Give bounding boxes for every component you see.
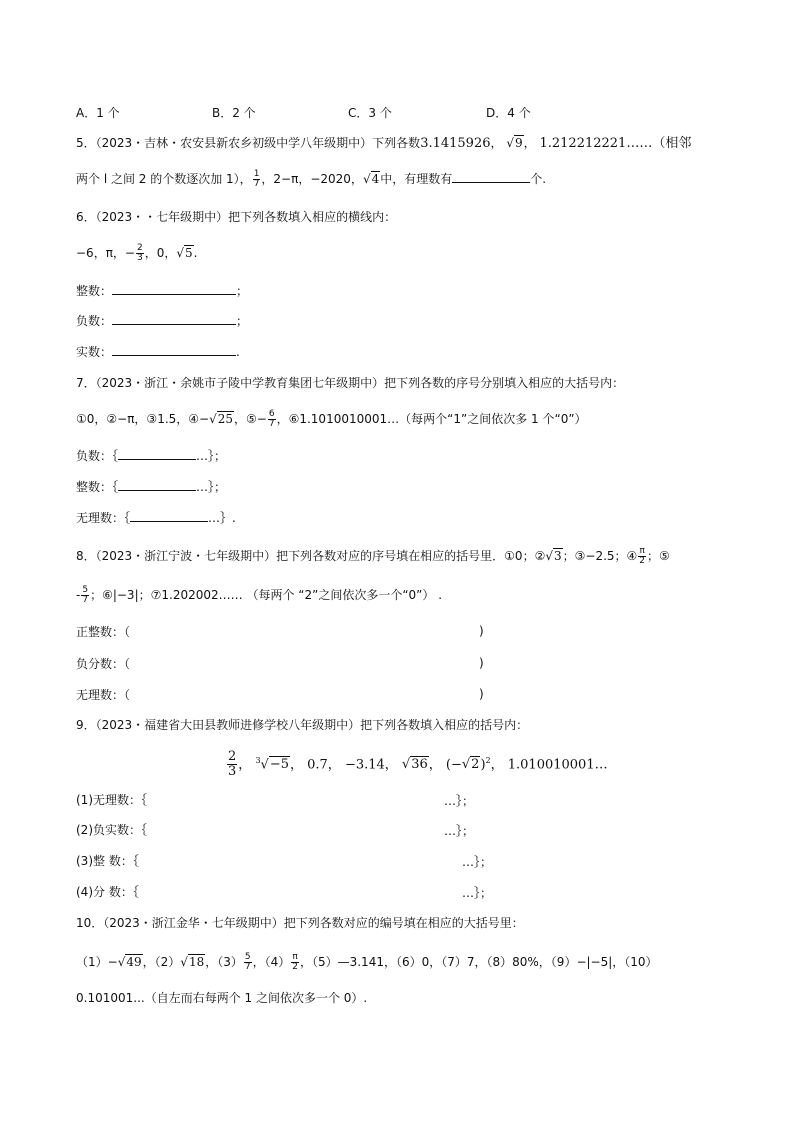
q8-close-1: ) [479, 624, 484, 638]
q5-sep: ， [490, 136, 503, 150]
q7-row-integer: 整数：｛ …｝； [76, 480, 227, 494]
q6-row-integer: 整数： ； [76, 284, 249, 298]
q10-title: 10．（2023・浙江金华・七年级期中）把下列各数对应的编号填在相应的大括号里： [76, 916, 524, 930]
q7-title: 7．（2023・浙江・余姚市子陵中学教育集团七年级期中）把下列各数的序号分别填入相应的大括号内： [76, 376, 625, 390]
option-c: C．3 个 [348, 106, 392, 120]
q7-blank-irrational[interactable] [130, 510, 208, 522]
q5-fraction: $\frac{1}{7}$ [253, 169, 260, 189]
q9-numbers: $\frac{2}{3}$ ， $^3$√−5， 0.7， −3.14， √36， $(-√2)^2$， 1.010010001… [228, 749, 608, 780]
q5-sqrt-9: √9 [506, 136, 523, 150]
q6-fraction: $\frac{2}{3}$ [136, 243, 143, 263]
q9-cube-root: $^3$√−5 [255, 756, 289, 773]
q5-end: 个. [530, 172, 547, 186]
q7-row-negative: 负数：｛ …｝； [76, 449, 227, 463]
q8-close-3: ) [479, 687, 484, 701]
q9-fraction: $\frac{2}{3}$ [228, 749, 237, 780]
q10-sqrt-18: √18 [180, 955, 205, 969]
q8-fraction-5-7: $\frac{5}{7}$ [82, 585, 89, 605]
q5-numbers-3: ，2−π，−2020， [261, 172, 363, 186]
q9-row-fraction: (4)分 数：｛ [76, 885, 139, 899]
q6-numbers: −6，π，− $\frac{2}{3}$ ，0，√5. [76, 243, 198, 263]
q10-line-2: 0.101001...（自左而右每两个 1 之间依次多一个 0）. [76, 991, 368, 1005]
q9-title: 9．（2023・福建省大田县教师进修学校八年级期中）把下列各数填入相应的括号内： [76, 718, 529, 732]
q5-suffix: 中，有理数有 [380, 172, 453, 186]
q9-square: 2 [485, 756, 491, 765]
q9-sqrt-36: √36 [401, 757, 428, 773]
q9-row-integer: (3)整 数：｛ [76, 854, 139, 868]
q7-fraction: $\frac{6}{7}$ [268, 409, 275, 429]
q6-blank-integer[interactable] [112, 283, 236, 295]
q7-row-irrational: 无理数：｛ …｝. [76, 511, 236, 525]
q5-answer-blank[interactable] [452, 171, 530, 183]
option-d: D．4 个 [486, 106, 531, 120]
q8-close-2: ) [479, 656, 484, 670]
q5-line-1: 5．（2023・吉林・农安县新农乡初级中学八年级期中）下列各数3.1415926， √9， 1.212212221……（相邻 [76, 136, 692, 151]
q7-sqrt-25: √25 [209, 412, 234, 426]
q5-line2-text: 两个 l 之间 2 的个数逐次加 1）， [76, 172, 252, 186]
q5-line-2 [76, 170, 546, 189]
q6-blank-negative[interactable] [112, 313, 236, 325]
q9-row-irrational: (1)无理数：｛ [76, 793, 147, 807]
q8-row-neg-frac: 负分数：（ [76, 657, 131, 671]
option-b: B．2 个 [212, 106, 256, 120]
q9-end-4: …｝； [462, 886, 493, 900]
q8-line-2: - $\frac{5}{7}$ ；⑥|−3|；⑦1.202002…… （每两个 “2”之间依次多一个“0”） . [76, 585, 443, 605]
q5-number-1: 3.1415926 [420, 136, 491, 151]
q6-sqrt-5: √5 [176, 246, 193, 260]
q8-title: 8．（2023・浙江宁波・七年级期中）把下列各数对应的序号填在相应的括号里．①0；②√3；③−2.5；④ $\frac{\pi}{2}$ ；⑤ [76, 546, 670, 566]
q8-row-irrational: 无理数：（ [76, 688, 131, 702]
q5-sqrt-4: √4 [362, 172, 380, 186]
q8-fraction-pi: $\frac{\pi}{2}$ [639, 546, 646, 566]
q9-end-3: …｝； [462, 855, 493, 869]
q10-fraction-5-7: $\frac{5}{7}$ [244, 952, 251, 972]
q6-row-negative: 负数： ； [76, 314, 249, 328]
q8-row-pos-int: 正整数：（ [76, 625, 131, 639]
q7-blank-negative[interactable] [118, 448, 196, 460]
q6-row-real: 实数： . [76, 345, 240, 359]
q9-end-2: …｝； [444, 824, 475, 838]
q8-sqrt-3: √3 [545, 549, 562, 563]
option-a: A．1 个 [76, 106, 120, 120]
q10-sqrt-49: √49 [117, 955, 142, 969]
q9-end-1: …｝； [444, 794, 475, 808]
q7-numbers: ①0，②−π，③1.5，④−√25，⑤− $\frac{6}{7}$ ，⑥1.1010010001…（每两个“1”之间依次多 1 个“0”） [76, 409, 587, 429]
q10-numbers: （1）−√49，（2）√18，（3） $\frac{5}{7}$ ，（4） $\frac{\pi}{2}$ ，（5）—3.141，（6）0，（7）7，（8）80%，（9）−|−5|，（10） [76, 952, 658, 972]
q7-blank-integer[interactable] [118, 479, 196, 491]
q5-prefix: 5．（2023・吉林・农安县新农乡初级中学八年级期中）下列各数 [76, 136, 421, 150]
q10-fraction-pi: $\frac{\pi}{2}$ [292, 952, 298, 972]
q5-number-2: 1.212212221……（相邻 [539, 136, 692, 151]
q6-title: 6．（2023・・七年级期中）把下列各数填入相应的横线内： [76, 210, 397, 224]
q9-sqrt-2: √2 [461, 757, 480, 773]
q9-row-neg-real: (2)负实数：｛ [76, 823, 147, 837]
q6-blank-real[interactable] [112, 344, 236, 356]
